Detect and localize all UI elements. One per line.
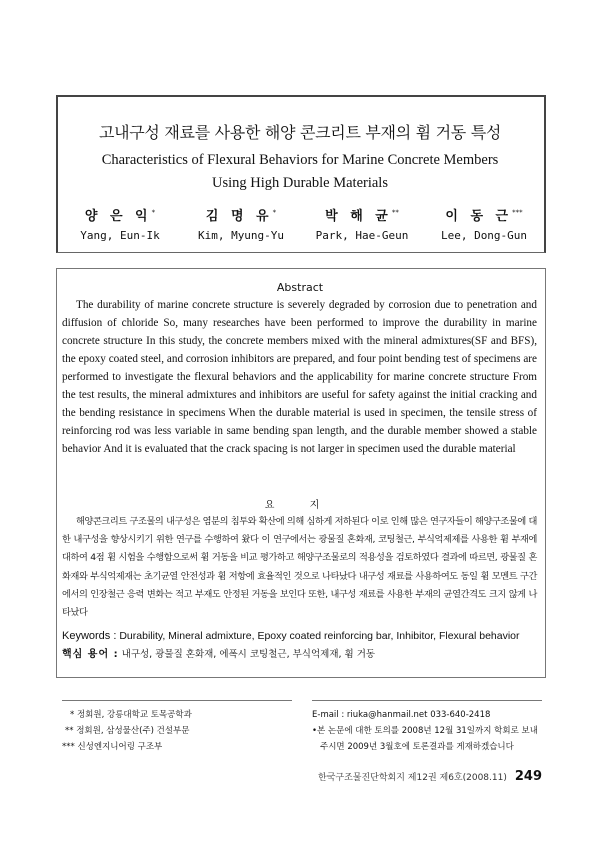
author-1-mark: * xyxy=(151,208,156,217)
journal-citation: 한국구조물진단학회지 제12권 제6호(2008.11) xyxy=(318,773,507,783)
footnote-discussion-1: •본 논문에 대한 토의를 2008년 12월 31일까지 학회로 보내 xyxy=(312,726,538,736)
author-2-name-en: Kim, Myung-Yu xyxy=(197,229,285,242)
footnotes-contact xyxy=(312,707,552,755)
author-2-name-ko: 김 명 유 xyxy=(205,209,273,224)
keywords-korean xyxy=(62,645,542,660)
footnote-affiliation-1: * 정회원, 강릉대학교 토목공학과 xyxy=(70,710,192,720)
author-2 xyxy=(181,205,301,242)
author-3 xyxy=(302,205,422,242)
footnote-affiliation-2: ** 정회원, 삼성물산(주) 건설부문 xyxy=(65,726,190,736)
keywords-text: Durability, Mineral admixture, Epoxy coated reinforcing bar, Inhibitor, Flexural behavior xyxy=(119,630,520,642)
author-1 xyxy=(60,205,180,242)
footnote-email: E-mail : riuka@hanmail.net 033-640-2418 xyxy=(312,710,491,720)
author-4-name-ko: 이 동 근 xyxy=(445,209,513,224)
page-number: 249 xyxy=(514,769,542,784)
author-4-mark: *** xyxy=(512,208,523,217)
author-list xyxy=(60,205,544,245)
korean-abstract-heading: 요 지 xyxy=(264,500,336,511)
author-3-name-ko: 박 해 균 xyxy=(325,209,392,224)
author-4-name-en: Lee, Dong-Gun xyxy=(440,229,528,242)
footnote-rule-right xyxy=(312,700,542,701)
footnote-discussion-2: 주시면 2009년 3월호에 토론결과를 게재하겠습니다 xyxy=(320,742,514,752)
abstract-heading: Abstract xyxy=(276,281,324,294)
title-english-line1: Characteristics of Flexural Behaviors for Marine Concrete Members xyxy=(101,152,499,168)
author-1-name-ko: 양 은 익 xyxy=(84,209,152,224)
footnotes-affiliations xyxy=(62,707,292,755)
author-1-name-en: Yang, Eun-Ik xyxy=(80,229,160,242)
keywords-korean-label: 핵심 용어 : xyxy=(62,649,119,660)
title-english-line2: Using High Durable Materials xyxy=(212,175,388,191)
keywords xyxy=(62,628,542,644)
abstract-body: The durability of marine concrete structure is severely degraded by corrosion due to penetration and diffusion of chloride So, many researches have been performed to improve the durability in marine concrete structure In this study, the concrete members mixed with the mineral admixtures(SF and BFS), the epoxy coated steel, and corrosion inhibitors are prepared, and four point bending test of specimens are performed to investigate the flexural behaviors and the applicability for marine concrete structure From the test results, the mineral admixtures and inhibitors are useful for safety against the initial cracking and the bending resistance in specimens When the durable material is used in specimen, the tensile stress of reinforcing rod was less variable in same bending span length, and the durable member showed a stable behavior And it is evaluated that the crack spacing is not larger in specimen used the durable material xyxy=(62,299,537,455)
keywords-label: Keywords : xyxy=(62,630,117,642)
author-3-name-en: Park, Hae-Geun xyxy=(315,229,409,242)
author-4 xyxy=(424,205,544,242)
author-2-mark: * xyxy=(272,208,277,217)
title-korean: 고내구성 재료를 사용한 해양 콘크리트 부재의 휨 거동 특성 xyxy=(98,123,502,142)
footnote-affiliation-3: *** 신성엔지니어링 구조부 xyxy=(62,742,163,752)
keywords-korean-text: 내구성, 광물질 혼화재, 에폭시 코팅철근, 부식억제재, 휨 거동 xyxy=(121,649,376,660)
author-3-mark: ** xyxy=(391,208,399,217)
footnote-rule-left xyxy=(62,700,292,701)
korean-abstract-body: 해양콘크리트 구조물의 내구성은 염분의 침투와 확산에 의해 심하게 저하된다 이로 인해 많은 연구자들이 해양구조물에 대한 내구성을 향상시키기 위한 연구를 수행하여 왔다 이 연구에서는 광물질 혼화재, 코팅철근, 부식억제제를 사용한 휨 부재에 대하여 4점 휨 시험을 수행함으로써 휨 거동을 비교 평가하고 해양구조물로의 적용성을 검토하였다 결과에 따르면, 광물질 혼화재와 부식억제재는 초기균열 안전성과 휨 저항에 효율적인 것으로 나타났다 내구성 재료를 사용하여도 동일 휨 모멘트 구간에서의 인장철근 응력 변화는 적고 부재도 안정된 거동을 보인다 또한, 내구성 재료를 사용한 부재의 균열간격도 크지 않게 나타났다 xyxy=(62,516,537,619)
page-footer xyxy=(318,769,542,784)
